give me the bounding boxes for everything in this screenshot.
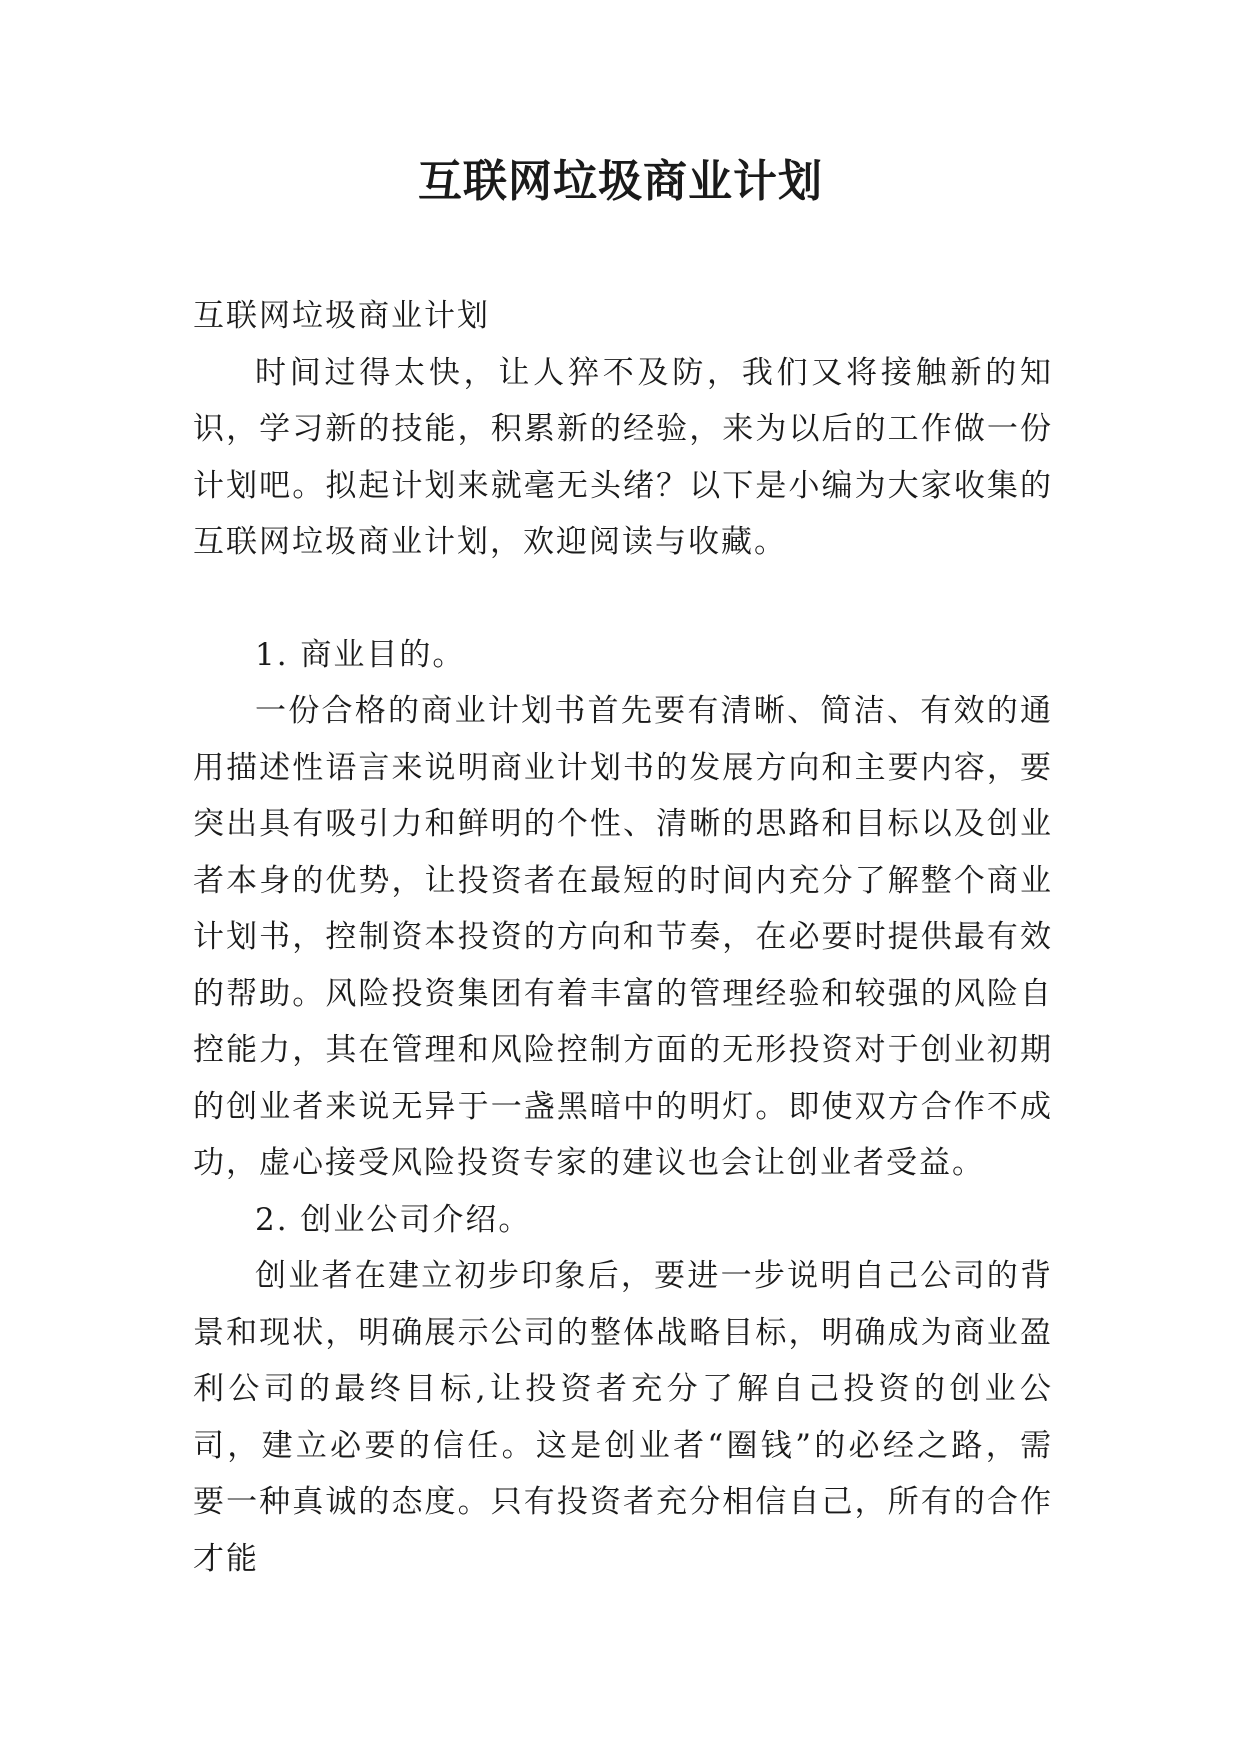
- document-body: [193, 288, 1053, 1587]
- document-title: 互联网垃圾商业计划: [418, 156, 823, 207]
- section-paragraph: 一份合格的商业计划书首先要有清晰、简洁、有效的通用描述性语言来说明商业计划书的发展方向和主要内容，要突出具有吸引力和鲜明的个性、清晰的思路和目标以及创业者本身的优势，让投资者在最短的时间内充分了解整个商业计划书，控制资本投资的方向和节奏，在必要时提供最有效的帮助。风险投资集团有着丰富的管理经验和较强的风险自控能力，其在管理和风险控制方面的无形投资对于创业初期的创业者来说无异于一盏黑暗中的明灯。即使双方合作不成功，虚心接受风险投资专家的建议也会让创业者受益。: [193, 693, 1053, 1181]
- paragraph-gap: [193, 571, 1053, 627]
- document-subtitle: 互联网垃圾商业计划: [193, 298, 490, 334]
- section-paragraph: 创业者在建立初步印象后，要进一步说明自己公司的背景和现状，明确展示公司的整体战略目标，明确成为商业盈利公司的最终目标,让投资者充分了解自己投资的创业公司，建立必要的信任。这是创业者“圈钱”的必经之路，需要一种真诚的态度。只有投资者充分相信自己，所有的合作才能: [193, 1258, 1053, 1577]
- section-heading: 2. 创业公司介绍。: [255, 1201, 532, 1238]
- intro-paragraph: 时间过得太快，让人猝不及防，我们又将接触新的知识，学习新的技能，积累新的经验，来为以后的工作做一份计划吧。拟起计划来就毫无头绪？以下是小编为大家收集的互联网垃圾商业计划，欢迎阅读与收藏。: [193, 354, 1053, 560]
- section-heading: 1. 商业目的。: [255, 636, 466, 673]
